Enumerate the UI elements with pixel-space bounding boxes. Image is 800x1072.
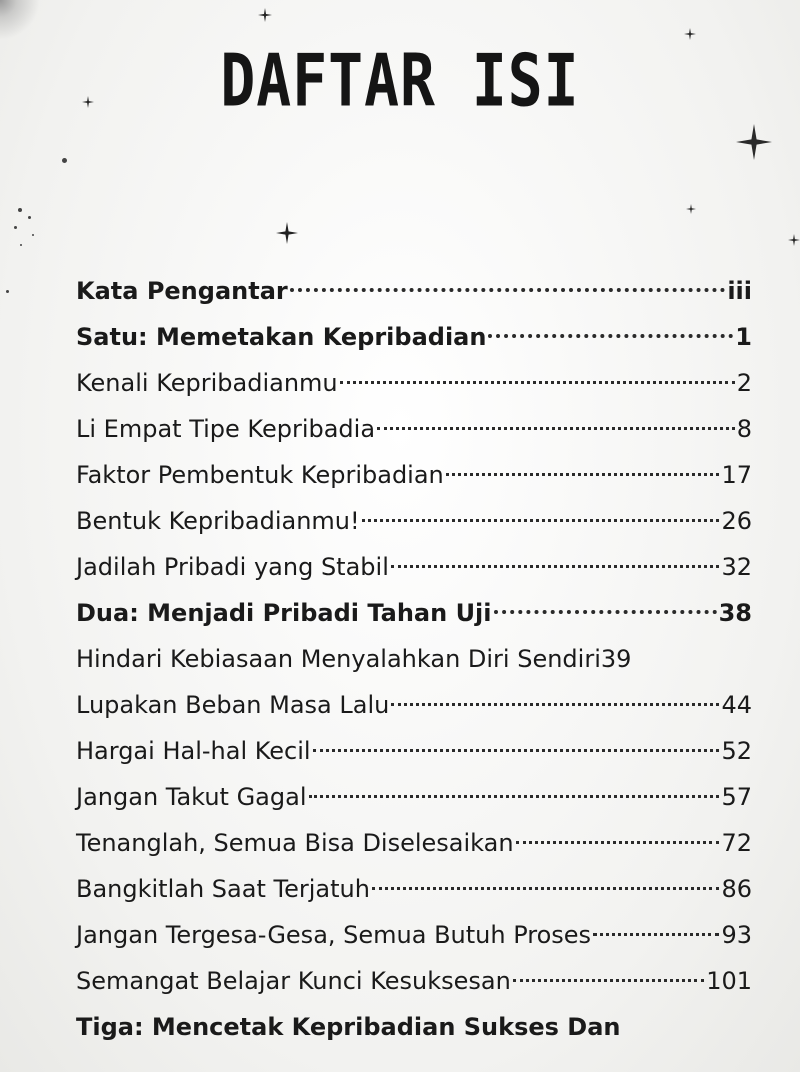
toc-entry-label: Faktor Pembentuk Kepribadian — [76, 461, 444, 489]
toc-entry-label: Hargai Hal-hal Kecil — [76, 737, 311, 765]
dot-leader — [309, 795, 720, 798]
toc-entry-label: Bentuk Kepribadianmu! — [76, 507, 360, 535]
dot-leader — [391, 703, 719, 706]
toc-entry-row — [76, 728, 752, 774]
table-of-contents — [76, 268, 752, 1050]
toc-page-number: 101 — [706, 967, 752, 995]
toc-chapter-row — [76, 590, 752, 636]
dot-leader — [340, 381, 735, 384]
toc-page-number: 8 — [736, 415, 752, 443]
toc-page-number: 39 — [600, 645, 632, 673]
dot-leader — [391, 565, 720, 568]
toc-entry-label: Tiga: Mencetak Kepribadian Sukses Dan — [76, 1013, 621, 1041]
star-icon — [788, 234, 800, 246]
toc-page-number: 93 — [721, 921, 752, 949]
star-icon — [258, 8, 272, 22]
toc-chapter-row — [76, 314, 752, 360]
toc-page-number: 1 — [735, 323, 752, 351]
toc-entry-label: Tenanglah, Semua Bisa Diselesaikan — [76, 829, 514, 857]
speckle-dot — [20, 244, 22, 246]
toc-page-number: 86 — [721, 875, 752, 903]
toc-entry-label: Bangkitlah Saat Terjatuh — [76, 875, 370, 903]
speckle-dot — [18, 208, 22, 212]
corner-smudge — [0, 0, 40, 40]
star-icon — [736, 124, 772, 160]
star-icon — [276, 222, 298, 244]
toc-entry-row — [76, 682, 752, 728]
toc-entry-row — [76, 774, 752, 820]
toc-entry-row — [76, 452, 752, 498]
toc-entry-label: Hindari Kebiasaan Menyalahkan Diri Sendiri — [76, 645, 601, 673]
toc-chapter-row — [76, 1004, 752, 1050]
toc-entry-label: Jadilah Pribadi yang Stabil — [76, 553, 389, 581]
toc-entry-row — [76, 912, 752, 958]
toc-entry-row — [76, 544, 752, 590]
toc-page-number: 52 — [721, 737, 752, 765]
toc-entry-label: Satu: Memetakan Kepribadian — [76, 323, 487, 351]
toc-page-number: 44 — [721, 691, 752, 719]
dot-leader — [593, 933, 719, 936]
speckle-dot — [6, 290, 9, 293]
page-title: DAFTAR ISI — [220, 38, 580, 123]
dot-leader — [313, 749, 720, 752]
toc-page-number: 38 — [718, 599, 752, 627]
dot-leader — [488, 334, 733, 338]
toc-entry-row — [76, 636, 752, 682]
dot-leader — [372, 887, 720, 890]
toc-page-number: 57 — [721, 783, 752, 811]
toc-entry-label: Jangan Takut Gagal — [76, 783, 307, 811]
dot-leader — [362, 519, 720, 522]
toc-entry-row — [76, 406, 752, 452]
toc-entry-row — [76, 498, 752, 544]
toc-entry-row — [76, 820, 752, 866]
dot-leader — [377, 427, 735, 430]
toc-page-number: 2 — [736, 369, 752, 397]
toc-page-number: 17 — [721, 461, 752, 489]
toc-entry-row — [76, 360, 752, 406]
toc-page-number: 72 — [721, 829, 752, 857]
speckle-dot — [28, 216, 31, 219]
dot-leader — [516, 841, 720, 844]
dot-leader — [446, 473, 720, 476]
toc-entry-label: Kata Pengantar — [76, 277, 288, 305]
speckle-dot — [32, 234, 34, 236]
dot-leader — [494, 610, 717, 614]
dot-leader — [290, 288, 726, 292]
star-icon — [686, 204, 696, 214]
toc-entry-label: Lupakan Beban Masa Lalu — [76, 691, 390, 719]
dot-leader — [513, 979, 704, 982]
toc-entry-row — [76, 958, 752, 1004]
speckle-dot — [14, 226, 17, 229]
toc-page-number: iii — [727, 277, 752, 305]
toc-entry-label: Kenali Kepribadianmu — [76, 369, 338, 397]
toc-entry-label: Li Empat Tipe Kepribadia — [76, 415, 376, 443]
toc-chapter-row — [76, 268, 752, 314]
toc-entry-label: Semangat Belajar Kunci Kesuksesan — [76, 967, 511, 995]
toc-entry-label: Jangan Tergesa-Gesa, Semua Butuh Proses — [76, 921, 592, 949]
speckle-dot — [62, 158, 67, 163]
toc-page-number: 32 — [721, 553, 752, 581]
toc-entry-label: Dua: Menjadi Pribadi Tahan Uji — [76, 599, 492, 627]
toc-page-number: 26 — [721, 507, 752, 535]
toc-entry-row — [76, 866, 752, 912]
